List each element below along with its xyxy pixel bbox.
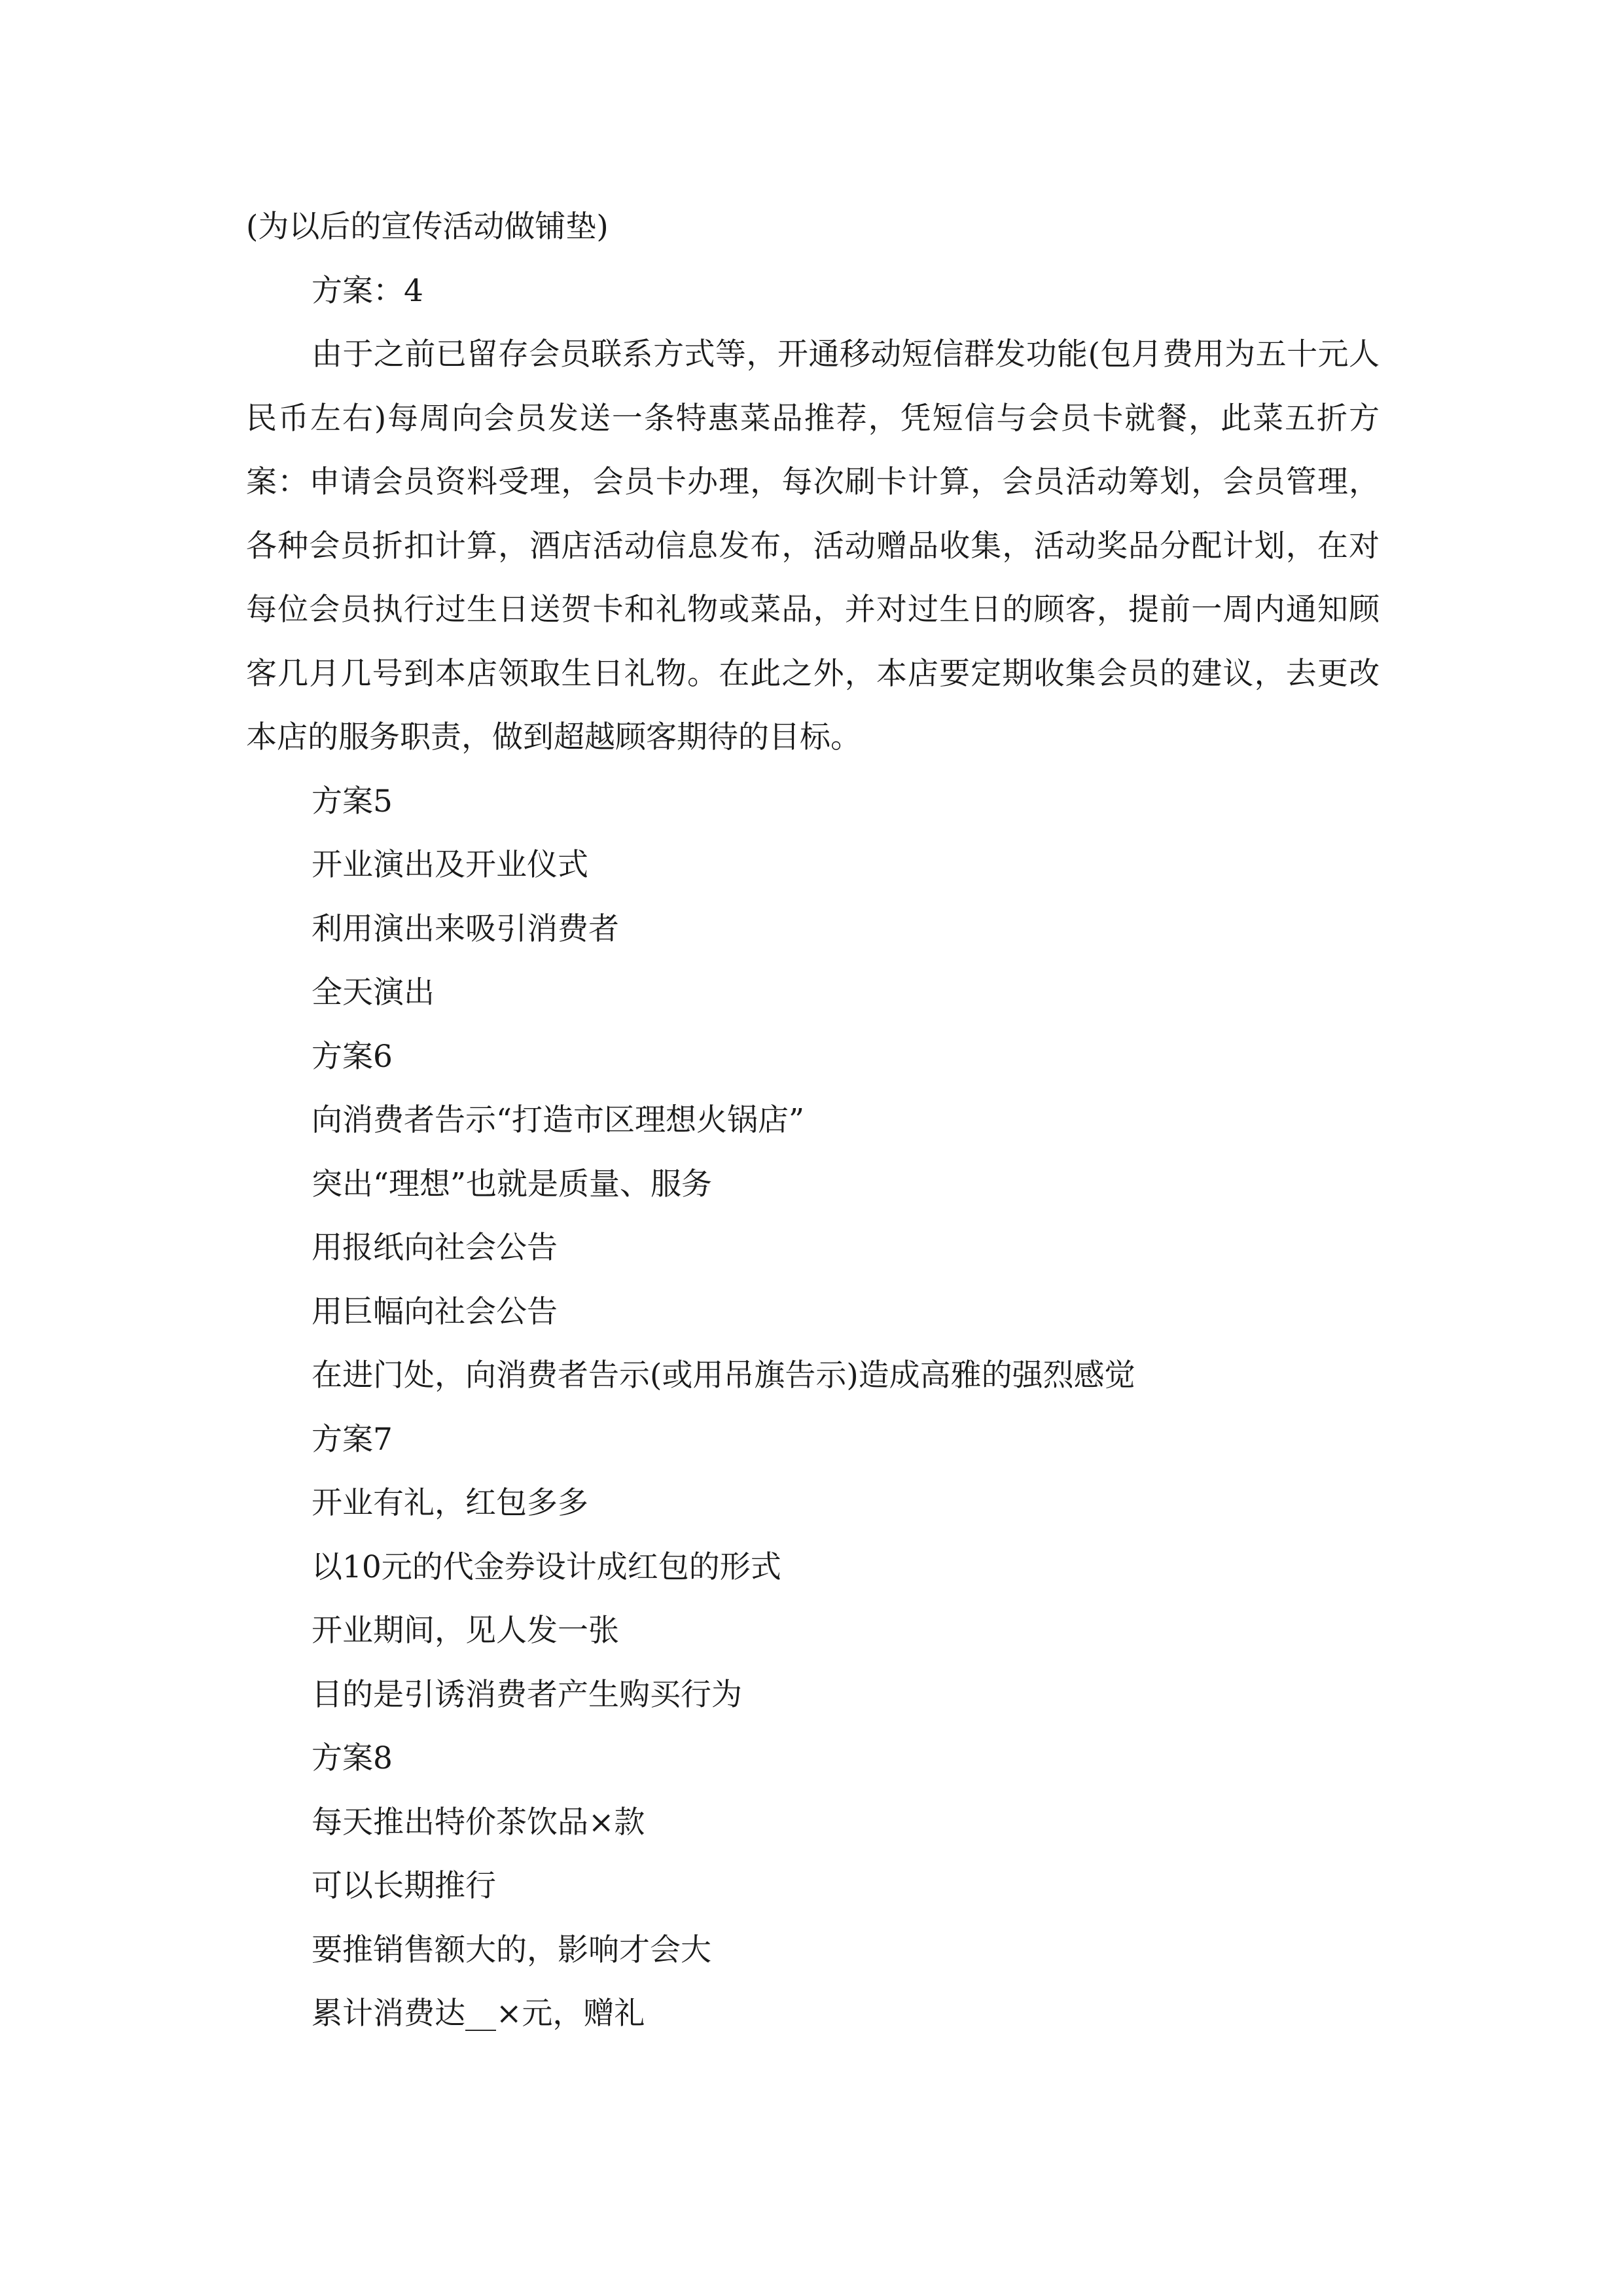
text-line: 用报纸向社会公告 — [312, 1230, 558, 1266]
text-line: (为以后的宣传活动做铺垫) — [246, 209, 609, 245]
text-line: 目的是引诱消费者产生购买行为 — [312, 1676, 742, 1713]
document-body — [246, 195, 1380, 2046]
scheme-4-paragraph: 由于之前已留存会员联系方式等，开通移动短信群发功能(包月费用为五十元人民币左右)每周向会员发送一条特惠菜品推荐，凭短信与会员卡就餐，此菜五折方案：申请会员资料受理，会员卡办理，每次刷卡计算，会员活动筹划，会员管理，各种会员折扣计算，酒店活动信息发布，活动赠品收集，活动奖品分配计划，在对每位会员执行过生日送贺卡和礼物或菜品，并对过生日的顾客，提前一周内通知顾客几月几号到本店领取生日礼物。在此之外，本店要定期收集会员的建议，去更改本店的服务职责，做到超越顾客期待的目标。 — [246, 336, 1380, 755]
text-line: 开业期间，见人发一张 — [312, 1613, 619, 1649]
text-line: 以10元的代金券设计成红包的形式 — [312, 1549, 781, 1585]
text-line: 突出“理想”也就是质量、服务 — [312, 1166, 713, 1202]
text-line: 要推销售额大的，影响才会大 — [312, 1931, 711, 1968]
text-line: 累计消费达__×元，赠礼 — [312, 1996, 645, 2032]
text-line: 可以长期推行 — [312, 1868, 496, 1904]
text-line: 利用演出来吸引消费者 — [312, 910, 619, 947]
text-line: 在进门处，向消费者告示(或用吊旗告示)造成高雅的强烈感觉 — [312, 1357, 1135, 1393]
scheme-heading: 方案7 — [312, 1421, 393, 1458]
scheme-heading: 方案5 — [312, 783, 393, 819]
scheme-heading: 方案：4 — [312, 272, 423, 309]
text-line: 开业演出及开业仪式 — [312, 847, 588, 883]
scheme-heading: 方案6 — [312, 1038, 393, 1075]
text-line: 每天推出特价茶饮品×款 — [312, 1804, 645, 1840]
text-line: 用巨幅向社会公告 — [312, 1293, 558, 1330]
text-line: 开业有礼，红包多多 — [312, 1485, 588, 1521]
text-line: 全天演出 — [312, 975, 435, 1011]
scheme-heading: 方案8 — [312, 1740, 393, 1776]
text-line: 向消费者告示“打造市区理想火锅店” — [312, 1102, 805, 1138]
